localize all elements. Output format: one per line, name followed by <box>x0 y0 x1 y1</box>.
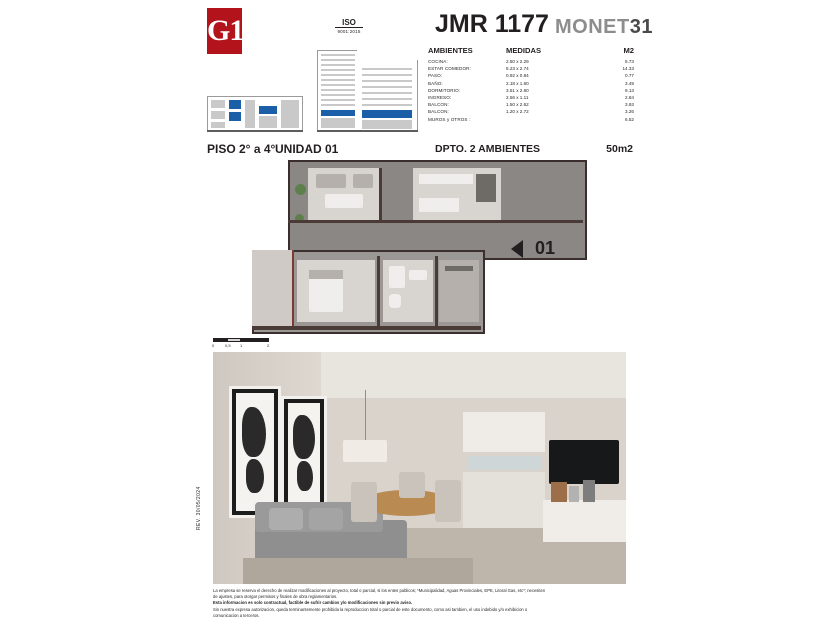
plan-plant <box>295 184 306 195</box>
render-artwork-left <box>229 386 281 518</box>
cell-ambiente: MUROS y OTROS : <box>428 116 471 122</box>
cell-medida: 2.56 x 1.11 <box>506 95 529 101</box>
cell-ambiente: BALCON: <box>428 102 449 108</box>
iso-certification-badge <box>335 18 363 35</box>
cell-ambiente: ESTAR COMEDOR: <box>428 66 471 72</box>
cell-m2: 14.33 <box>622 66 634 72</box>
cell-ambiente: COCINA: <box>428 59 448 64</box>
cell-m2: 2.84 <box>625 95 634 101</box>
scale-tick-0: 0 <box>212 343 215 348</box>
cell-ambiente: PASO: <box>428 73 443 79</box>
table-row <box>428 87 634 94</box>
table-row <box>428 72 634 79</box>
plan-coffee-table <box>325 194 363 208</box>
render-tv <box>549 440 619 484</box>
cell-m2: 0.77 <box>625 73 634 79</box>
scale-tick-3: 2 <box>267 343 270 348</box>
cell-m2: 3.49 <box>625 80 634 86</box>
render-lower-cabinets <box>463 472 545 528</box>
cell-medida: 5.23 x 2.74 <box>506 66 529 72</box>
plan-armchair <box>353 174 373 188</box>
brand-logo <box>555 16 653 39</box>
disclaimer-line-5: comunicacion a terceros. <box>213 612 260 618</box>
project-title: JMR 1177 <box>435 10 549 38</box>
cell-medida <box>506 116 594 123</box>
floor-label: PISO 2° a 4° <box>207 142 276 156</box>
building-elevation-sketches <box>207 48 422 133</box>
table-row <box>428 101 634 108</box>
column-header-medidas: MEDIDAS <box>506 46 542 55</box>
table-row <box>428 94 634 101</box>
total-area-label: 50m2 <box>606 143 633 155</box>
render-lamp-cord <box>365 390 366 442</box>
render-cushion <box>309 508 343 530</box>
render-tv-console <box>543 500 626 542</box>
plan-toilet <box>389 294 401 308</box>
column-header-ambientes: AMBIENTES <box>428 46 473 55</box>
cell-m2: 5.73 <box>625 59 634 64</box>
disclaimer-line-3: Esta informacion es solo contractual, factible de sufrir cambios y/o modificaciones sin previo aviso. <box>213 600 413 606</box>
table-row <box>428 80 634 87</box>
plan-dining-table <box>419 198 459 212</box>
plan-wall <box>252 326 481 330</box>
cell-m2: 6.52 <box>625 116 634 122</box>
render-chair <box>399 472 425 498</box>
unit-title-row <box>207 142 633 162</box>
render-decor-vase <box>569 486 579 502</box>
plan-kitchen-counter <box>419 174 473 184</box>
plan-fridge <box>476 174 496 202</box>
disclaimer-line-2: de ajustes, para otorgar permisos y finales de obra reglamentarios. <box>213 594 338 600</box>
render-chair <box>351 482 377 522</box>
interior-render-image <box>213 352 626 584</box>
cell-medida: 0.92 x 0.84 <box>506 73 529 79</box>
cell-ambiente: INGRESO: <box>428 95 452 101</box>
table-row <box>428 116 634 123</box>
render-decor-books <box>551 482 567 502</box>
plan-sofa <box>316 174 346 188</box>
plan-balcony-left <box>252 250 294 330</box>
cell-m2: 3.93 <box>625 102 634 108</box>
cell-medida: 2.18 x 1.60 <box>506 80 529 86</box>
plan-wall <box>379 168 382 220</box>
table-row <box>428 108 634 115</box>
scale-tick-2: 1 <box>240 343 243 348</box>
cell-ambiente: BALCON: <box>428 109 449 115</box>
render-pendant-lamp <box>343 440 387 462</box>
plan-wall <box>377 256 380 330</box>
render-rug <box>243 558 473 584</box>
unit-label: UNIDAD 01 <box>275 142 339 156</box>
legal-disclaimer <box>213 588 613 619</box>
plan-wall <box>435 256 438 330</box>
floor-plan <box>213 160 583 336</box>
iso-standard: 9001:2015 <box>337 29 361 34</box>
measurements-table <box>428 46 634 123</box>
plan-wall <box>288 220 583 223</box>
plan-sink <box>409 270 427 280</box>
apartment-type-label: DPTO. 2 AMBIENTES <box>435 143 541 155</box>
brand-number: 31 <box>629 16 653 38</box>
cell-m2: 3.26 <box>625 109 634 115</box>
plan-shower <box>389 266 405 288</box>
table-row <box>428 58 634 65</box>
iso-label: ISO <box>335 18 363 28</box>
cell-medida: 1.50 x 2.62 <box>506 102 529 108</box>
render-decor-object <box>583 480 595 502</box>
unit-pointer-icon <box>511 240 523 258</box>
render-upper-cabinets <box>463 412 545 452</box>
disclaimer-line-1: La empresa se reserva el derecho de realizar modificaciones al proyecto, total o parcial, si los entes publicos; *Municipalidad, Aguas Provinciales, EPE, Litoral Gas, etc*; necesiten <box>213 588 546 593</box>
table-header-row <box>428 46 634 55</box>
render-cushion <box>269 508 303 530</box>
render-chair <box>435 480 461 522</box>
cell-ambiente: DORMITORIO: <box>428 87 461 93</box>
revision-label: REV. 30/05/2024 <box>196 486 202 530</box>
cell-medida: 2.50 x 2.29 <box>506 59 529 64</box>
brand-name: MONET <box>555 16 630 38</box>
disclaimer-line-4: Sin nuestra expresa autorizacion, queda terminantemente prohibida la reproduccion total o parcial de este documento, como asi tambien, el uso indebido y/o exhibicion o <box>213 606 528 612</box>
cell-ambiente: BAÑO: <box>428 80 443 86</box>
render-backsplash-window <box>467 456 541 470</box>
plan-bed-headboard <box>309 270 343 279</box>
cell-m2: 9.13 <box>625 87 634 93</box>
unit-number: 01 <box>535 238 556 258</box>
company-logo: G1 <box>207 8 242 54</box>
render-artwork-right <box>281 396 327 512</box>
cell-medida: 1.20 x 2.72 <box>506 109 529 115</box>
column-header-m2: M2 <box>623 46 634 55</box>
plan-entry-door <box>445 266 473 271</box>
cell-medida: 3.51 x 2.60 <box>506 87 529 93</box>
scale-bar <box>213 338 283 350</box>
scale-tick-1: 0,5 <box>225 343 231 348</box>
table-row <box>428 65 634 72</box>
